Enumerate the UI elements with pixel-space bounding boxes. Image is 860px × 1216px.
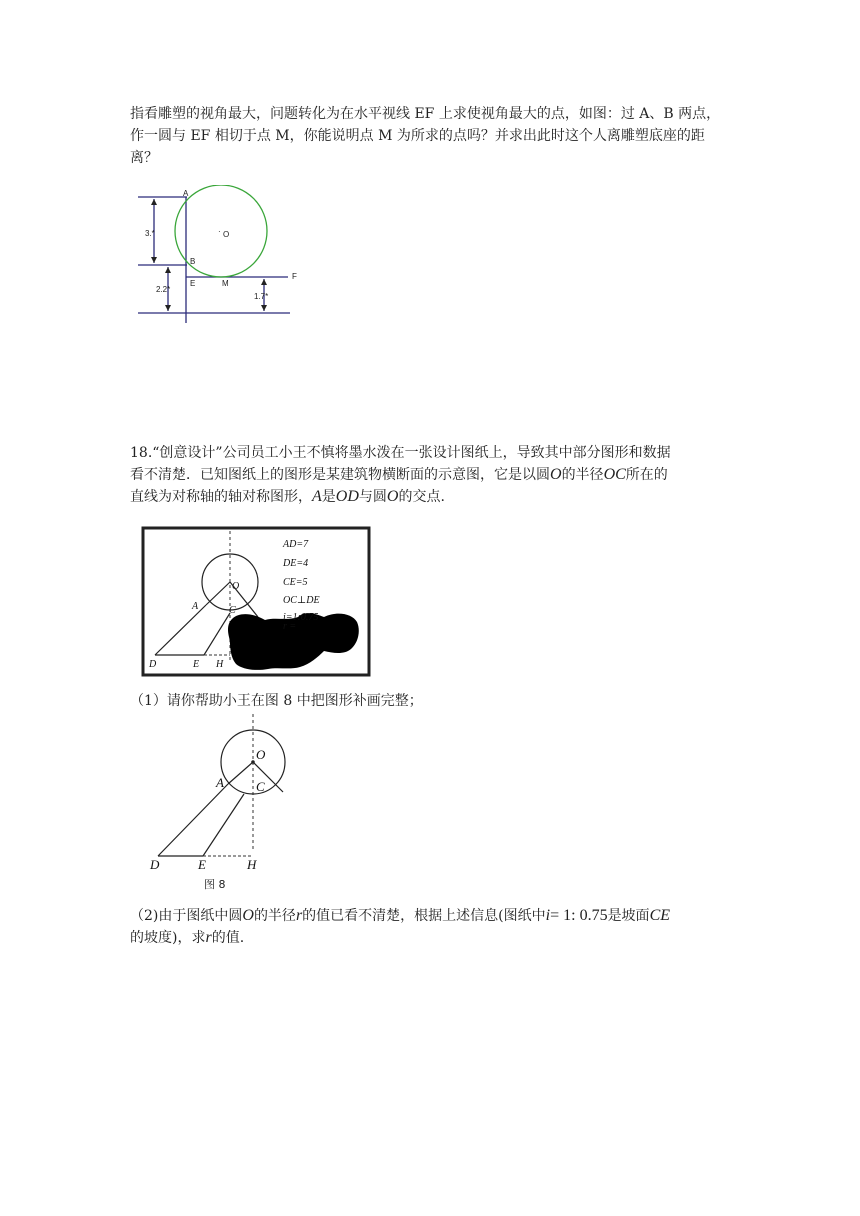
fig2-data-line-4: OC⊥DE: [283, 595, 320, 606]
q18-line-2: [130, 464, 730, 486]
q18-symbol-O: O: [550, 466, 562, 483]
part2-text-2a: 的坡度)，求: [130, 930, 206, 946]
fig1-label-A: A: [183, 189, 189, 198]
fig3-center-dot: [251, 760, 255, 764]
q18-text-3d: 的交点.: [398, 489, 445, 505]
question-18: [130, 442, 730, 508]
q18-text-1: “创意设计”公司员工小王不慎将墨水泼在一张设计图纸上，导致其中部分图形和数据: [152, 445, 671, 461]
fig2-data-line-3: CE=5: [283, 577, 308, 588]
q18-text-2: 看不清楚．已知图纸上的图形是某建筑物横断面的示意图，它是以圆: [130, 467, 550, 483]
intro-paragraph: [130, 103, 730, 169]
fig2-label-C: C: [229, 605, 236, 616]
part2-text-d: 是坡面: [607, 908, 650, 924]
part2-text-a: （2)由于图纸中圆: [130, 908, 243, 924]
fig2-data-line-6: r =: [283, 621, 297, 632]
intro-line-1: 指看雕塑的视角最大，问题转化为在水平视线 EF 上求使视角最大的点，如图：过 A、B 两点，: [130, 106, 721, 122]
part2-line-2: [130, 927, 730, 949]
part2-text-2b: 的值.: [211, 930, 245, 946]
q18-symbol-A: A: [312, 488, 322, 505]
figure-sculpture-angle: [130, 185, 310, 325]
intro-line-2: 作一圆与 EF 相切于点 M，你能说明点 M 为所求的点吗？并求出此时这个人离雕塑底座的距: [130, 128, 705, 144]
fig1-circle: [175, 185, 267, 277]
fig1-label-F: F: [292, 272, 297, 281]
q18-symbol-O-2: O: [386, 488, 399, 505]
part-1: （1）请你帮助小王在图 8 中把图形补画完整；: [130, 693, 423, 709]
q18-text-3c: 与圆: [358, 489, 387, 505]
q18-text-2c: 所在的: [625, 467, 668, 483]
part2-symbol-i: i: [545, 907, 551, 924]
fig1-label-O: O: [223, 230, 230, 239]
part-2: [130, 905, 730, 949]
figure-ink-blueprint: [140, 525, 375, 680]
fig2-label-A: A: [192, 601, 199, 612]
q18-line-1: [130, 442, 730, 464]
fig1-label-M: M: [222, 279, 229, 288]
fig3-label-C: C: [256, 779, 265, 794]
q18-number: 18.: [130, 445, 153, 461]
q18-text-3a: 直线为对称轴的轴对称图形，: [130, 489, 312, 505]
part2-symbol-CE: CE: [649, 907, 671, 924]
fig1-lines: [138, 197, 290, 323]
part2-symbol-r: r: [295, 907, 303, 924]
fig2-data-line-2: DE=4: [283, 558, 309, 569]
fig2-label-D: D: [149, 659, 157, 670]
intro-line-3: 离？: [130, 150, 158, 166]
fig3-label-E: E: [198, 857, 206, 872]
part2-ratio: = 1: 0.75: [550, 907, 608, 924]
fig2-label-H: H: [216, 659, 224, 670]
part2-symbol-O: O: [242, 907, 254, 924]
fig1-label-E: E: [190, 279, 196, 288]
fig3-label-O: O: [256, 747, 266, 762]
fig1-measure-right: 1.7*: [254, 292, 269, 301]
part2-text-c: 的值已看不清楚，根据上述信息(图纸中: [302, 908, 546, 924]
fig1-measure-mid: 2.2*: [156, 285, 171, 294]
fig3-label-D: D: [150, 857, 160, 872]
fig3-caption: 图 8: [204, 878, 226, 891]
fig2-data-line-1: AD=7: [283, 539, 309, 550]
figure-8: [140, 712, 320, 897]
fig3-label-H: H: [247, 857, 257, 872]
part2-symbol-r-2: r: [205, 929, 212, 946]
q18-text-3b: 是: [321, 489, 336, 505]
q18-line-3: [130, 486, 730, 508]
q18-symbol-OC: OC: [603, 466, 626, 483]
q18-text-2b: 的半径: [561, 467, 604, 483]
fig2-label-E: E: [193, 659, 200, 670]
part2-line-1: [130, 905, 730, 927]
part2-text-b: 的半径: [253, 908, 296, 924]
fig2-label-O: O: [232, 581, 240, 592]
fig1-measure-top: 3.*: [145, 229, 155, 238]
fig3-label-A: A: [216, 775, 224, 790]
fig1-label-B: B: [190, 257, 196, 266]
fig2-data-line-5: i=1:0.75: [283, 612, 319, 623]
q18-symbol-OD: OD: [335, 488, 359, 505]
fig1-label-dot: ·: [218, 227, 221, 236]
